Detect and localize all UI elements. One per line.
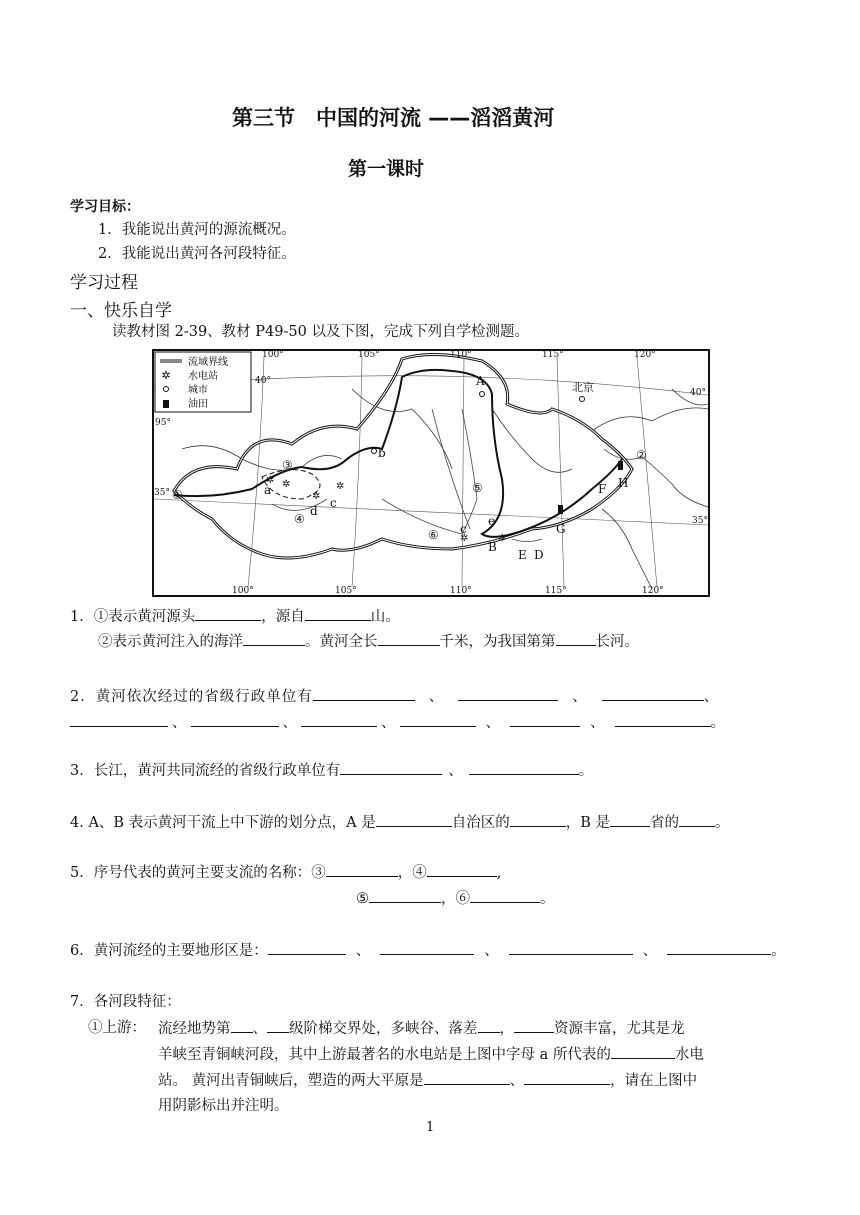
legend-label: 城市 [188,385,208,396]
map-letter: d [310,504,318,518]
svg-text:✲: ✲ [312,491,321,502]
oilfield-marker [558,505,563,514]
answer-blank[interactable] [611,1044,675,1059]
answer-blank[interactable] [610,812,650,827]
map-letter: c [460,522,467,536]
map-number: ① [172,488,183,502]
question-3: 3．长江，黄河共同流经的省级行政单位有 、 。 [70,760,593,781]
upstream-line-3: 站。 黄河出青铜峡后，塑造的两大平原是 、 ，请在上图中 [158,1070,697,1091]
answer-blank[interactable] [469,760,579,775]
answer-blank[interactable] [615,712,711,727]
question-7: 7．各河段特征： [70,994,181,1010]
objective-item: 1．我能说出黄河的源流概况。 [98,222,296,238]
answer-blank[interactable] [458,686,558,701]
question-5-line-2: ⑤ ，⑥ 。 [356,888,555,909]
lon-label: 110° [450,586,472,596]
answer-blank[interactable] [301,712,377,727]
map-letter: a [264,483,272,497]
question-5-line-1: 5．序号代表的黄河主要支流的名称：③ ，④ , [70,862,501,883]
question-2-line-2: 、 、 、 、 、 。 [70,712,725,733]
map-letter: b [378,446,386,460]
answer-blank[interactable] [478,1018,500,1033]
question-4: 4. A、B 表示黄河干流上中下游的划分点，A 是 自治区的 ，B 是 省的 。 [70,812,730,833]
answer-blank[interactable] [313,686,415,701]
objective-item: 2．我能说出黄河各河段特征。 [98,246,296,262]
map-letter: B [488,540,497,554]
lon-label: 110° [450,350,472,360]
lon-label: 115° [545,586,567,596]
legend-label: 流域界线 [188,357,228,368]
upstream-line-1: 流经地势第 、 级阶梯交界处，多峡谷、落差 ， 资源丰富，尤其是龙 [158,1018,685,1039]
map-number: ② [636,448,647,462]
answer-blank[interactable] [514,1018,554,1033]
map-letter: G [556,522,566,536]
answer-blank[interactable] [400,712,476,727]
question-2-line-1: 2．黄河依次经过的省级行政单位有 、 、 、 [70,686,719,707]
answer-blank[interactable] [470,888,540,903]
answer-blank[interactable] [556,631,596,646]
map-letter: H [618,476,629,490]
answer-blank[interactable] [509,940,633,955]
upstream-line-2: 羊峡至青铜峡河段，其中上游最著名的水电站是上图中字母 a 所代表的 水电 [158,1044,704,1065]
question-1-line-2: ②表示黄河注入的海洋 。黄河全长 千米，为我国第第 长河。 [98,631,639,652]
answer-blank[interactable] [510,712,580,727]
page-number: 1 [426,1120,435,1135]
map-number: ③ [282,458,293,472]
answer-blank[interactable] [602,686,704,701]
map-number: ⑤ [472,481,483,495]
answer-blank[interactable] [231,1018,253,1033]
svg-text:✲: ✲ [460,533,469,544]
answer-blank[interactable] [267,1018,289,1033]
map-letter: D [534,548,544,562]
answer-blank[interactable] [243,631,305,646]
answer-blank[interactable] [369,888,441,903]
map-letter: E [518,548,527,562]
lon-label: 105° [335,586,357,596]
map-letter: A [476,374,485,388]
lat-label: 40° [255,376,271,386]
oilfield-marker [618,461,623,470]
question-1-line-1: 1．①表示黄河源头 ，源自 山。 [70,606,400,627]
answer-blank[interactable] [268,940,346,955]
answer-blank[interactable] [378,631,440,646]
city-label: 北京 [572,381,594,394]
answer-blank[interactable] [380,940,474,955]
answer-blank[interactable] [667,940,771,955]
lat-label: 95° [155,418,171,428]
answer-blank[interactable] [424,1070,510,1085]
lat-label: 35° [692,516,708,526]
lon-label: 115° [542,350,564,360]
legend-label: 油田 [188,399,208,410]
map-number: ⑥ [428,528,439,542]
page-subtitle: 第一课时 [348,158,425,180]
answer-blank[interactable] [427,862,497,877]
process-heading: 学习过程 [70,273,138,293]
svg-text:✲: ✲ [266,475,275,486]
svg-text:✲: ✲ [336,481,345,492]
answer-blank[interactable] [524,1070,610,1085]
map-letter: F [598,482,607,496]
lon-label: 120° [634,350,656,360]
lat-label: 35° [154,488,170,498]
answer-blank[interactable] [195,606,261,621]
yellow-river-map [152,349,710,597]
svg-text:✲: ✲ [498,533,507,544]
legend-label: 水电站 [188,371,218,382]
answer-blank[interactable] [305,606,371,621]
map-letter: e [488,514,496,528]
lat-label: 40° [690,388,706,398]
answer-blank[interactable] [326,862,398,877]
lon-label: 120° [642,586,664,596]
instruction-text: 读教材图 2-39、教材 P49-50 以及下图，完成下列自学检测题。 [112,324,529,340]
answer-blank[interactable] [70,712,168,727]
svg-text:✲: ✲ [282,479,291,490]
upstream-label: ①上游： [88,1020,146,1036]
section-heading: 一、快乐自学 [70,301,172,321]
map-number: ④ [294,512,305,526]
map-legend [155,352,251,412]
upstream-line-4: 用阴影标出并注明。 [158,1098,289,1114]
hydropower-icon: ✲ [161,369,171,382]
lon-label: 105° [358,350,380,360]
answer-blank[interactable] [340,760,442,775]
answer-blank[interactable] [510,812,566,827]
lon-label: 100° [262,350,284,360]
page-title: 第三节 中国的河流 ——滔滔黄河 [232,106,555,130]
answer-blank[interactable] [191,712,279,727]
lon-label: 100° [232,586,254,596]
question-6: 6．黄河流经的主要地形区是： 、 、 、 。 [70,940,786,961]
map-letter: c [330,496,337,510]
answer-blank[interactable] [679,812,715,827]
objectives-heading: 学习目标： [70,199,140,215]
answer-blank[interactable] [376,812,452,827]
oilfield-icon [163,400,169,408]
